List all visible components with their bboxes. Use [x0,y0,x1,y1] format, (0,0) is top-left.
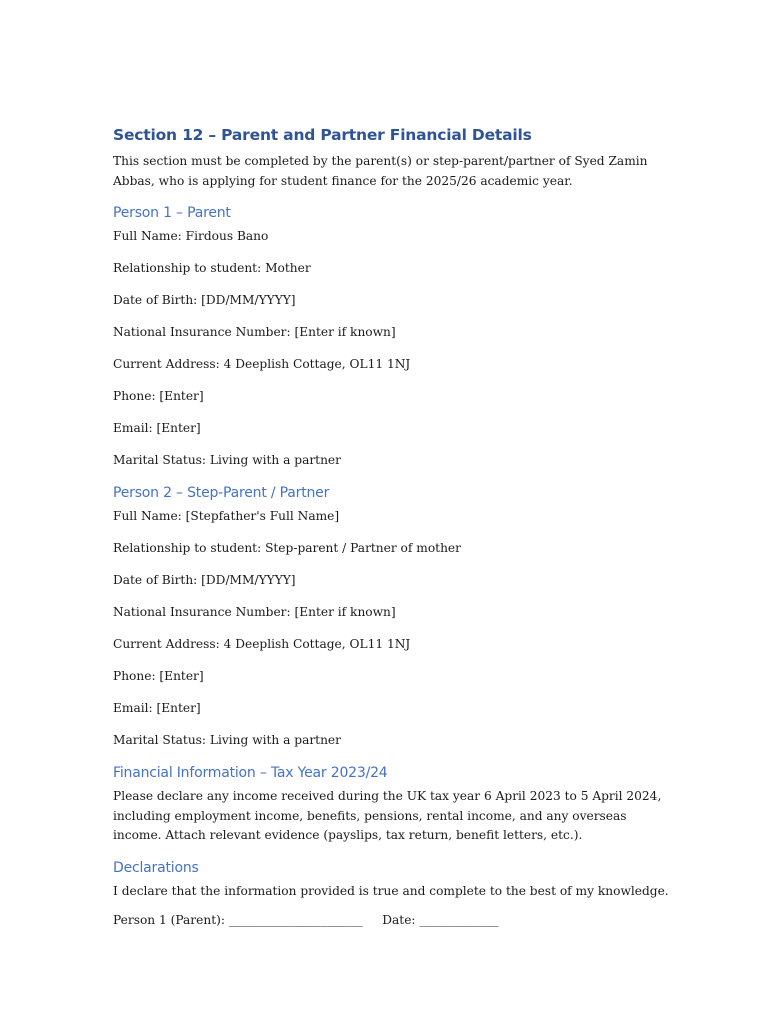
person1-ni-number: National Insurance Number: [Enter if known] [113,325,396,339]
person2-full-name: Full Name: [Stepfather's Full Name] [113,509,340,523]
declarations-heading: Declarations [113,859,199,876]
person1-phone: Phone: [Enter] [113,389,204,403]
person2-phone: Phone: [Enter] [113,669,204,683]
financial-heading: Financial Information – Tax Year 2023/24 [113,765,388,781]
person1-relationship: Relationship to student: Mother [113,261,311,275]
section-12 [113,124,673,931]
section-title: Section 12 – Parent and Partner Financial Details [113,126,532,144]
intro-paragraph: This section must be completed by the parent(s) or step-parent/partner of Syed Zamin Abbas, who is applying for student finance for the 2025/26 academic year. [113,154,648,188]
person2-email: Email: [Enter] [113,701,201,715]
person2-heading: Person 2 – Step-Parent / Partner [113,485,330,501]
person2-address: Current Address: 4 Deeplish Cottage, OL11 1NJ [113,637,411,651]
person2-ni-number: National Insurance Number: [Enter if known] [113,605,396,619]
person1-full-name: Full Name: Firdous Bano [113,229,269,243]
person2-marital-status: Marital Status: Living with a partner [113,733,341,747]
person1-address: Current Address: 4 Deeplish Cottage, OL11 1NJ [113,357,411,371]
person2-relationship: Relationship to student: Step-parent / Partner of mother [113,541,461,555]
person2-dob: Date of Birth: [DD/MM/YYYY] [113,573,296,587]
person1-marital-status: Marital Status: Living with a partner [113,453,341,467]
person1-heading: Person 1 – Parent [113,205,231,221]
financial-paragraph: Please declare any income received during the UK tax year 6 April 2023 to 5 April 2024, including employment income, benefits, pensions, rental income, and any overseas income. Attach relevant evidence (payslips, tax return, benefit letters, etc.). [113,789,662,842]
person1-signature-line: Person 1 (Parent): ______________________ Date: _____________ [113,913,499,927]
declaration-statement: I declare that the information provided is true and complete to the best of my knowledge. [113,883,669,898]
person1-email: Email: [Enter] [113,421,201,435]
person1-dob: Date of Birth: [DD/MM/YYYY] [113,293,296,307]
